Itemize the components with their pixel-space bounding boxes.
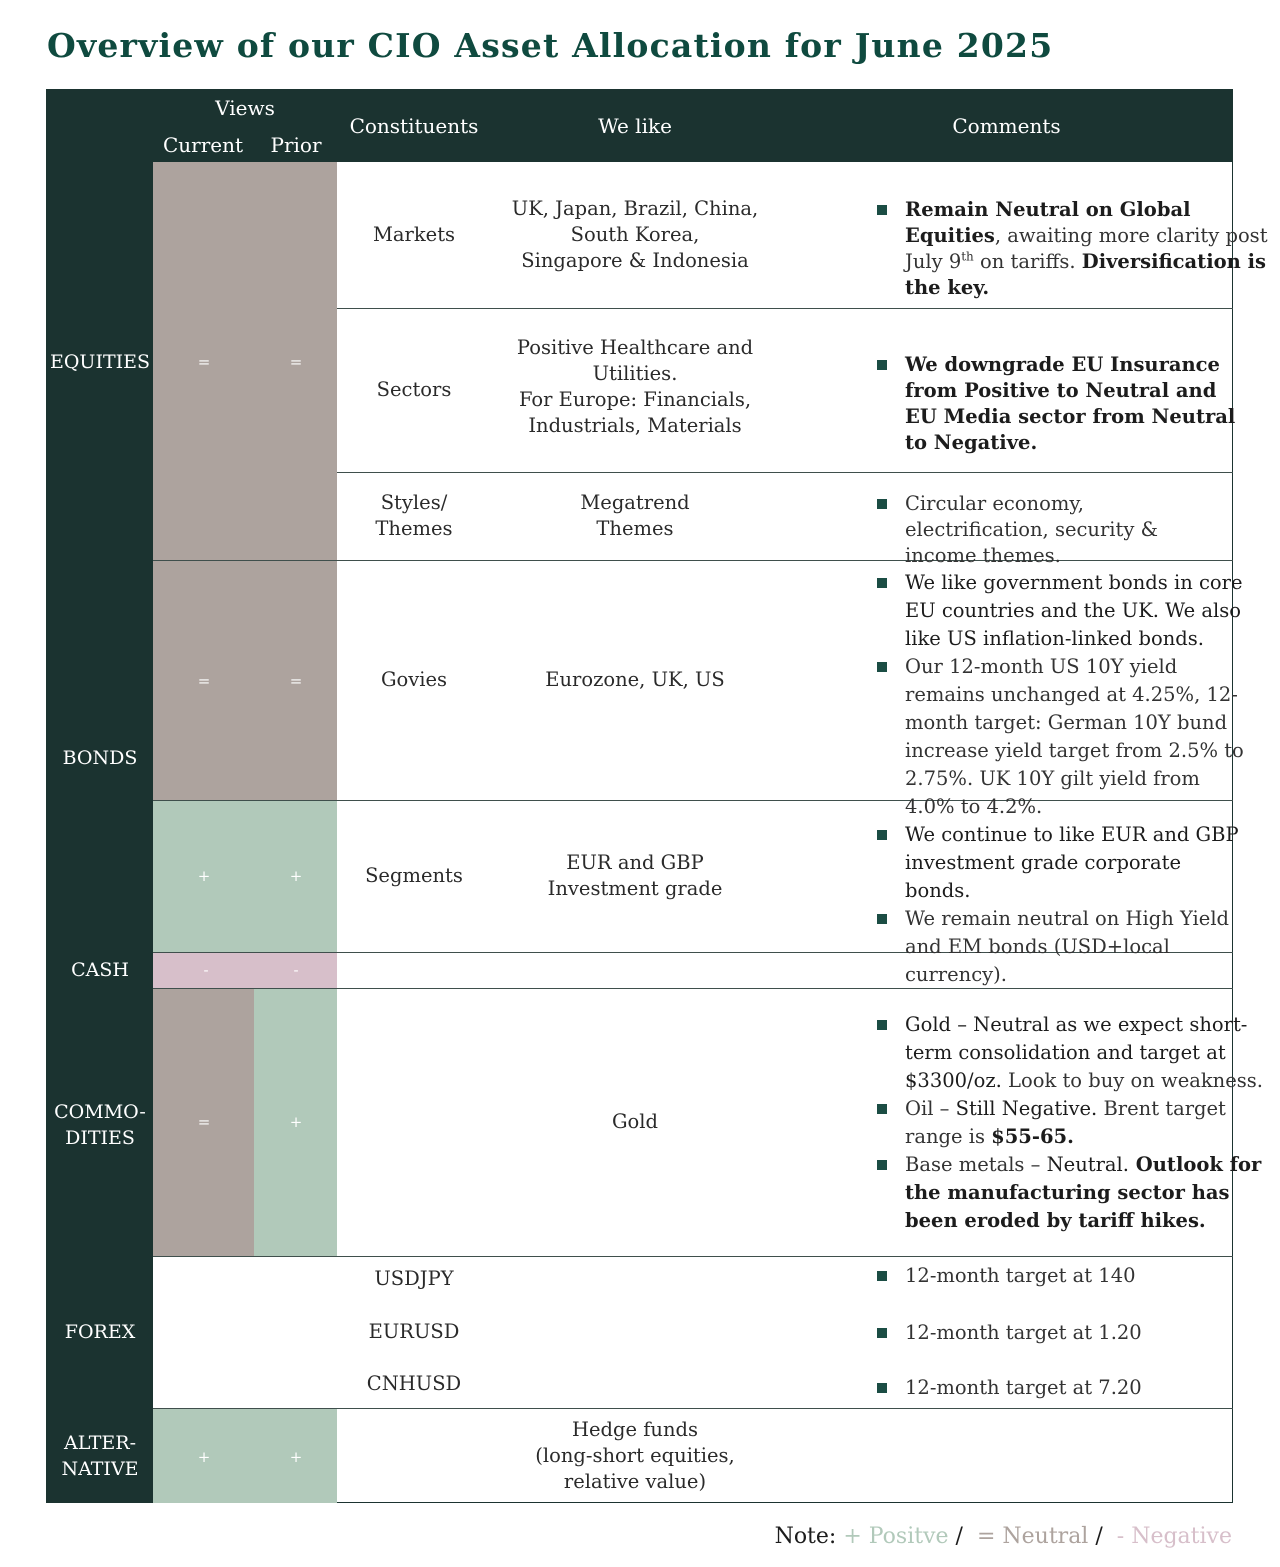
header-constituents: Constituents: [349, 114, 479, 138]
comment-segments: [877, 821, 1247, 989]
category-alternative-line1: ALTER-: [63, 1431, 137, 1454]
bullet-square-icon: [877, 360, 887, 370]
we-like-sectors: [490, 308, 780, 472]
we-like-alternative: [490, 1408, 780, 1503]
bullet-item: [877, 491, 1217, 569]
bullet-item: [877, 1262, 1277, 1290]
comment-markets: [877, 197, 1277, 301]
view-segments-current: +: [197, 867, 211, 885]
bullet-square-icon: [877, 578, 887, 588]
view-band-segments: [153, 800, 337, 952]
bullet-square-icon: [877, 1328, 887, 1338]
category-commodities: [47, 1095, 153, 1155]
view-equities-prior: =: [289, 353, 303, 371]
comment-forex-cnhusd: [877, 1374, 1277, 1402]
comment-segments-1: We continue to like EUR and GBP investment grade corporate bonds.: [905, 823, 1239, 902]
view-govies-current: =: [197, 672, 211, 690]
view-govies-prior: =: [289, 672, 303, 690]
bullet-item: [877, 352, 1237, 456]
comment-oil-text: Oil –: [905, 1097, 956, 1120]
bullet-square-icon: [877, 662, 887, 672]
header-we-like: We like: [598, 114, 672, 138]
bullet-item: [877, 569, 1247, 653]
legend-separator: /: [1095, 1524, 1103, 1549]
bullet-item: [877, 1011, 1273, 1095]
forex-target-eurusd: 12-month target at 1.20: [905, 1321, 1142, 1344]
constituent-styles-line: Styles/: [380, 491, 448, 514]
note-label: Note:: [774, 1524, 837, 1549]
comment-segments-2: We remain neutral on High Yield and EM bonds (USD+local currency).: [905, 907, 1230, 986]
comment-govies-2: Our 12-month US 10Y yield remains unchanged at 4.25%, 12-month target: German 10Y bund increase yield target from 2.5% to 2.75%. UK 10Y gilt yield from 4.0% to 4.2%.: [905, 655, 1244, 818]
we-like-govies: Eurozone, UK, US: [545, 668, 725, 691]
comment-styles-text: Circular economy, electrification, security & income themes.: [905, 492, 1158, 567]
comment-sectors-text: We downgrade EU Insurance from Positive to Neutral and EU Media sector from Neutral to Negative.: [905, 353, 1236, 454]
we-like-commodities: Gold: [611, 1110, 659, 1133]
comment-oil-text2: Brent target range is: [905, 1097, 1226, 1148]
constituent-styles-line: Themes: [375, 517, 453, 540]
bullet-item: [877, 1151, 1273, 1235]
forex-pair-cnhusd: CNHUSD: [366, 1372, 462, 1395]
bullet-item: [877, 821, 1247, 905]
header-comments: Comments: [952, 114, 1061, 138]
bullet-square-icon: [877, 205, 887, 215]
we-like-alternative-line: Hedge funds: [571, 1417, 699, 1441]
category-alternative-line2: NATIVE: [61, 1457, 139, 1480]
we-like-sectors-line: For Europe: Financials,: [518, 388, 752, 411]
comment-styles: [877, 491, 1217, 569]
bullet-square-icon: [877, 499, 887, 509]
constituent-sectors: Sectors: [376, 378, 452, 401]
bullet-item: [877, 197, 1277, 301]
page-title: Overview of our CIO Asset Allocation for June 2025: [47, 26, 1054, 65]
comment-metals-text: Base metals –: [905, 1153, 1047, 1176]
forex-pair-usdjpy: USDJPY: [374, 1267, 454, 1290]
we-like-segments-line: EUR and GBP: [566, 851, 704, 874]
category-commodities-line2: DITIES: [65, 1127, 135, 1149]
legend-separator: /: [955, 1524, 963, 1549]
view-band-alternative: [153, 1408, 337, 1503]
header-views: Views: [215, 96, 275, 120]
we-like-segments-line: Investment grade: [547, 877, 723, 900]
bullet-item: [877, 1374, 1277, 1402]
comment-govies: [877, 569, 1247, 821]
constituent-segments: Segments: [365, 864, 463, 887]
comment-oil-bold: Still Negative.: [955, 1097, 1098, 1120]
category-cash: CASH: [71, 959, 129, 981]
comment-markets-text2: on tariffs.: [973, 250, 1082, 273]
we-like-alternative-line: relative value): [563, 1469, 707, 1493]
bullet-square-icon: [877, 830, 887, 840]
bullet-square-icon: [877, 1160, 887, 1170]
comment-forex-usdjpy: [877, 1262, 1277, 1290]
comment-govies-1: We like government bonds in core EU countries and the UK. We also like US inflation-linked bonds.: [905, 571, 1243, 650]
bullet-square-icon: [877, 914, 887, 924]
we-like-markets-line: South Korea,: [570, 223, 700, 246]
bullet-item: [877, 1095, 1273, 1151]
header-prior: Prior: [270, 133, 322, 157]
view-commodities-current: =: [197, 1113, 211, 1131]
comment-oil-bold2: $55-65.: [991, 1125, 1074, 1148]
allocation-table: [46, 89, 1268, 1503]
we-like-alternative-line: (long-short equities,: [535, 1443, 735, 1467]
bullet-item: [877, 653, 1247, 821]
legend-neutral: = Neutral: [976, 1524, 1089, 1549]
we-like-segments: [490, 800, 780, 952]
we-like-styles-line: Megatrend: [580, 491, 690, 514]
legend-negative: - Negative: [1116, 1524, 1232, 1549]
we-like-styles: [490, 472, 780, 560]
we-like-sectors-line: Utilities.: [592, 362, 678, 385]
constituent-markets: Markets: [372, 223, 456, 246]
view-equities-current: =: [197, 353, 211, 371]
comment-forex-eurusd: [877, 1319, 1277, 1347]
we-like-sectors-line: Industrials, Materials: [528, 414, 742, 437]
bullet-square-icon: [877, 1020, 887, 1030]
view-alternative-current: +: [197, 1448, 211, 1466]
category-commodities-line1: COMMO-: [54, 1101, 146, 1123]
view-band-cash: [153, 952, 337, 988]
header-current: Current: [162, 133, 244, 157]
comment-metals-bold: Outlook for the manufacturing sector has been eroded by tariff hikes.: [905, 1153, 1262, 1232]
constituent-styles: [338, 472, 490, 560]
bullet-item: [877, 905, 1247, 989]
legend-note: [775, 1524, 1232, 1549]
view-cash-prior: -: [293, 961, 299, 979]
view-band-equities-bonds: [153, 162, 337, 800]
comment-gold-text: Look to buy on weakness.: [1001, 1069, 1263, 1092]
forex-target-usdjpy: 12-month target at 140: [905, 1264, 1136, 1287]
we-like-sectors-line: Positive Healthcare and: [516, 336, 754, 359]
forex-target-cnhusd: 12-month target at 7.20: [905, 1376, 1142, 1399]
comment-markets-bold2: Diversification is the key.: [905, 250, 1266, 299]
view-segments-prior: +: [289, 867, 303, 885]
we-like-markets: [490, 162, 780, 308]
category-alternative: [47, 1408, 153, 1503]
comment-gold-bold: Gold – Neutral as we expect short-term consolidation and target at $3300/oz.: [905, 1013, 1248, 1092]
bullet-square-icon: [877, 1383, 887, 1393]
we-like-styles-line: Themes: [596, 517, 674, 540]
comment-markets-sup: th: [961, 249, 974, 264]
category-equities: EQUITIES: [49, 351, 151, 373]
constituent-govies: Govies: [380, 668, 448, 691]
bullet-square-icon: [877, 1271, 887, 1281]
forex-pair-eurusd: EURUSD: [368, 1320, 460, 1343]
comment-markets-bold: Remain Neutral on Global Equities: [905, 198, 1191, 247]
comment-metals-neutral: Neutral.: [1046, 1153, 1129, 1176]
view-cash-current: -: [203, 961, 209, 979]
bullet-item: [877, 1319, 1277, 1347]
category-forex: FOREX: [64, 1321, 136, 1343]
comment-commodities: [877, 1011, 1273, 1235]
we-like-markets-line: UK, Japan, Brazil, China,: [511, 197, 759, 220]
view-alternative-prior: +: [289, 1448, 303, 1466]
view-commodities-prior: +: [289, 1113, 303, 1131]
row-divider: [153, 1256, 1233, 1257]
we-like-markets-line: Singapore & Indonesia: [521, 249, 749, 272]
bullet-square-icon: [877, 1104, 887, 1114]
legend-positive: + Positve: [843, 1524, 949, 1549]
comment-markets-text: , awaiting more clarity post July 9: [905, 224, 1268, 273]
comment-sectors: [877, 352, 1237, 456]
category-bonds: BONDS: [62, 747, 138, 769]
